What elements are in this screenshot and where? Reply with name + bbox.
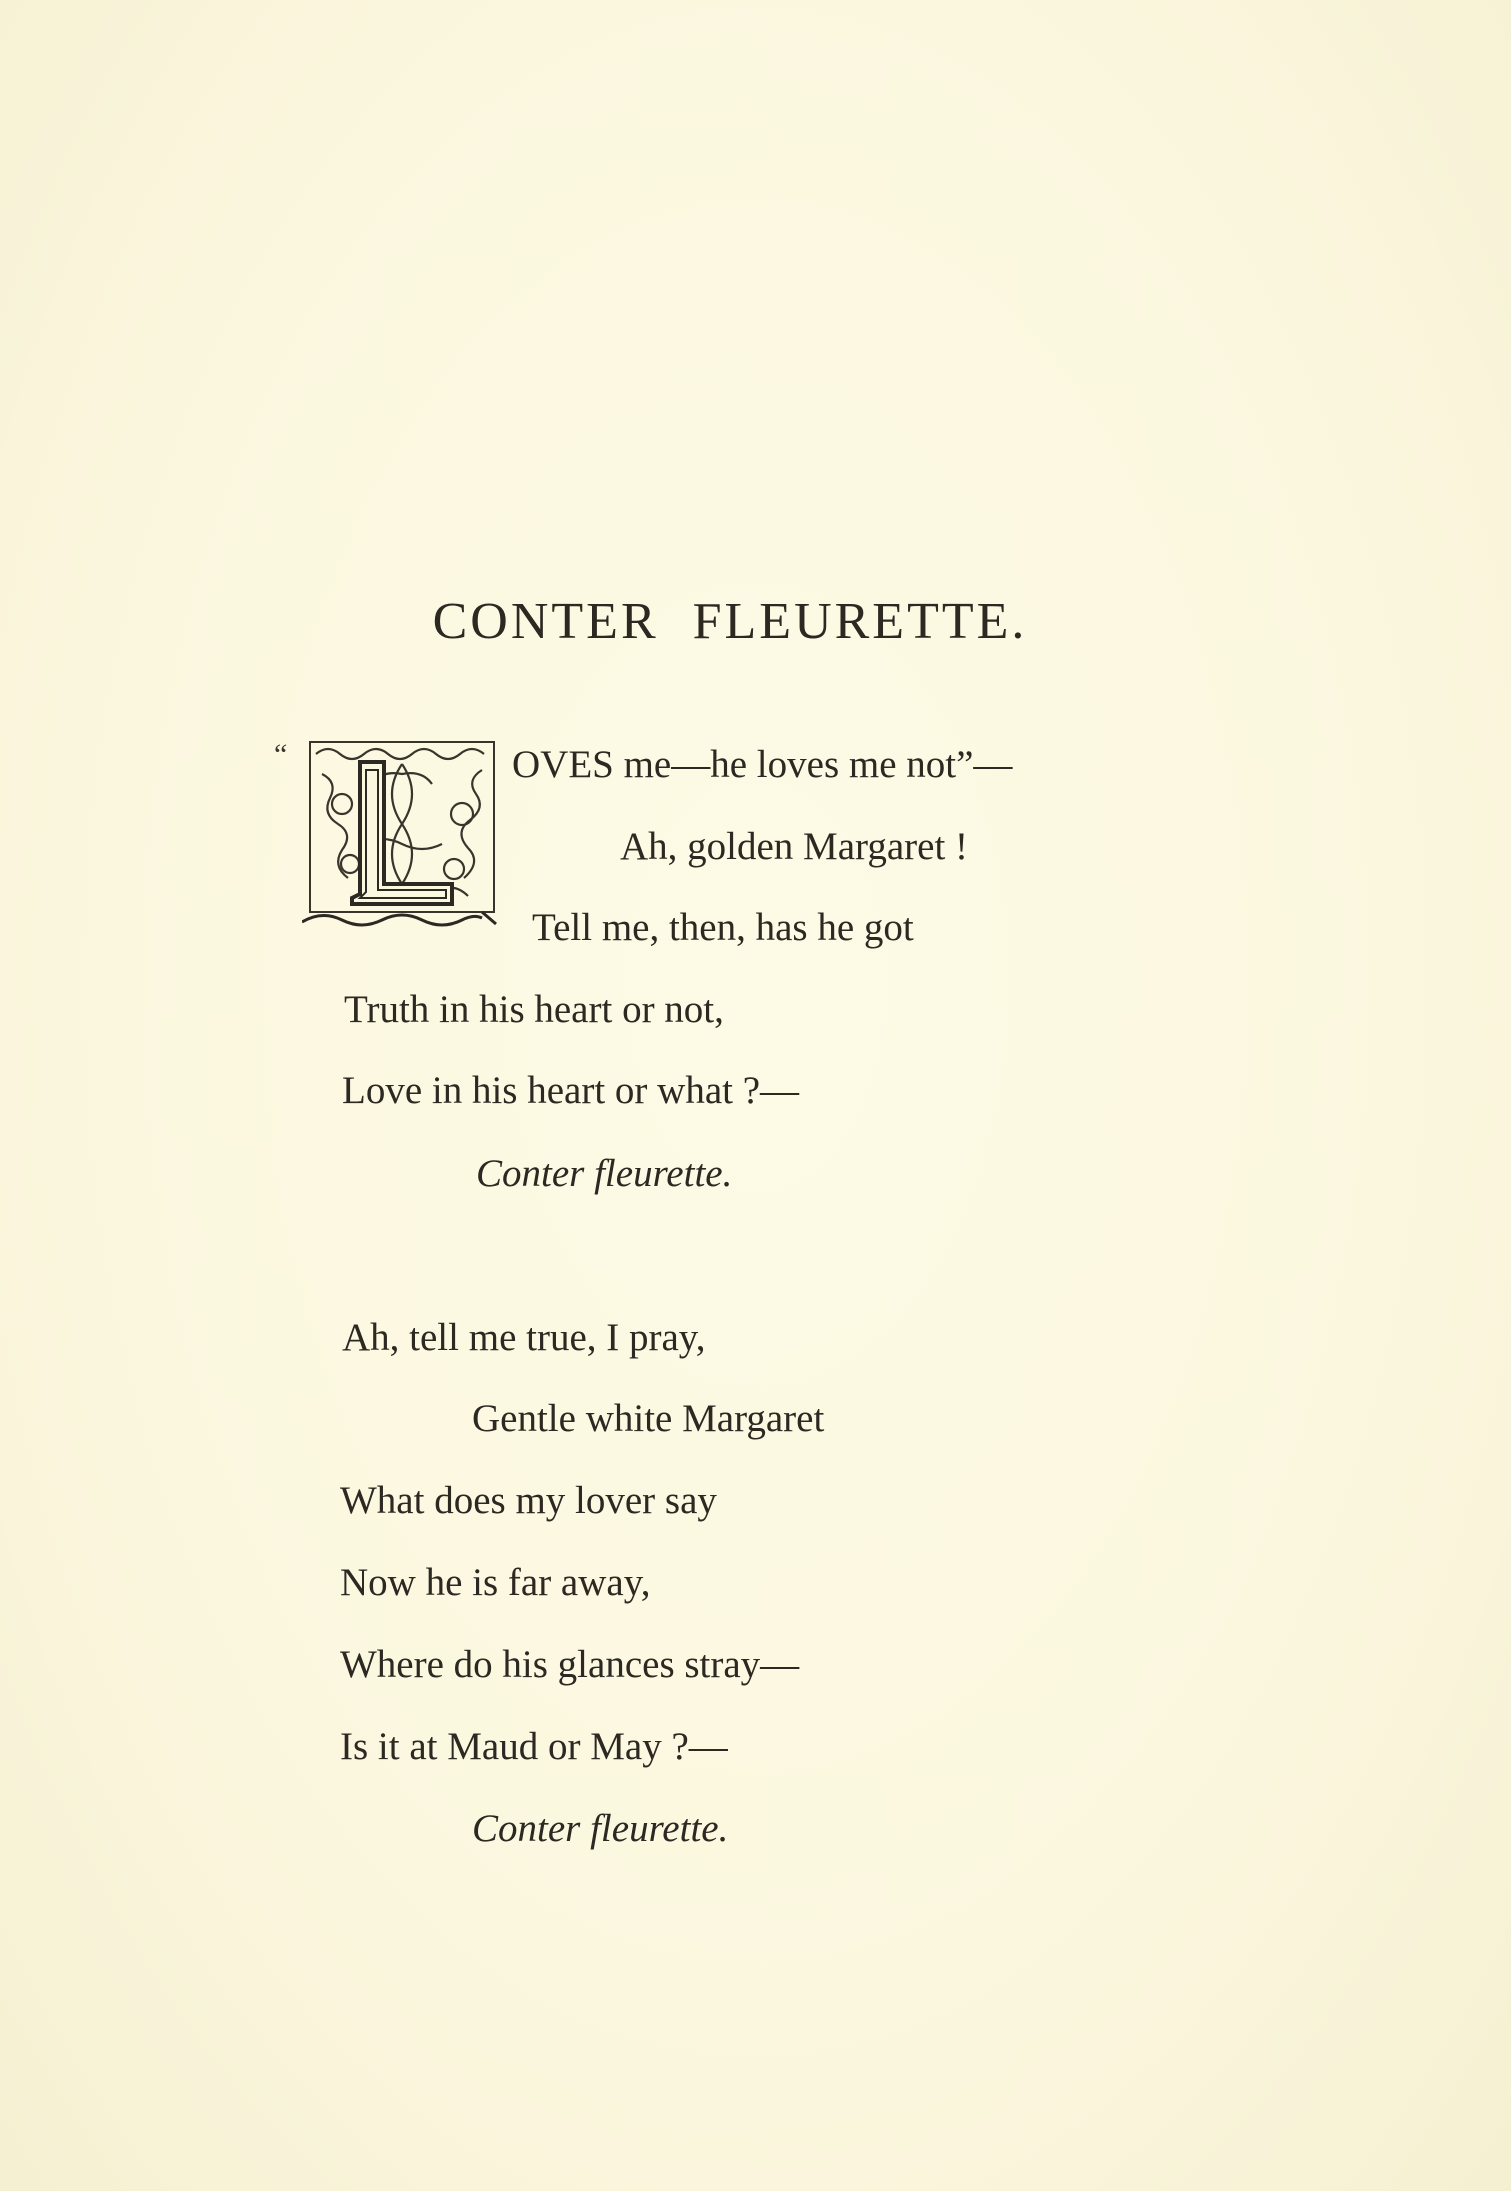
stanza2-refrain: Conter fleurette.: [472, 1807, 729, 1850]
stanza2-line-2: Gentle white Margaret: [472, 1397, 825, 1440]
stanza1-line-2: Ah, golden Margaret !: [620, 825, 969, 868]
opening-quote: “: [274, 738, 288, 771]
stanza1-line-3: Tell me, then, has he got: [532, 906, 914, 949]
stanza2-line-5: Where do his glances stray—: [340, 1643, 800, 1686]
stanza1-line-1: OVES me—he loves me not”—: [512, 743, 1013, 786]
stanza1-line-4: Truth in his heart or not,: [344, 988, 724, 1031]
stanza1-line-5: Love in his heart or what ?—: [342, 1069, 800, 1112]
stanza2-line-3: What does my lover say: [340, 1479, 717, 1522]
stanza1-refrain: Conter fleurette.: [476, 1152, 733, 1195]
dropcap-ornament-icon: [302, 734, 502, 934]
ornamental-dropcap-l: [302, 734, 502, 934]
stanza2-line-1: Ah, tell me true, I pray,: [342, 1316, 706, 1359]
page-title: CONTER FLEURETTE.: [432, 593, 1028, 650]
stanza2-line-4: Now he is far away,: [340, 1561, 651, 1604]
stanza2-line-6: Is it at Maud or May ?—: [340, 1725, 728, 1768]
